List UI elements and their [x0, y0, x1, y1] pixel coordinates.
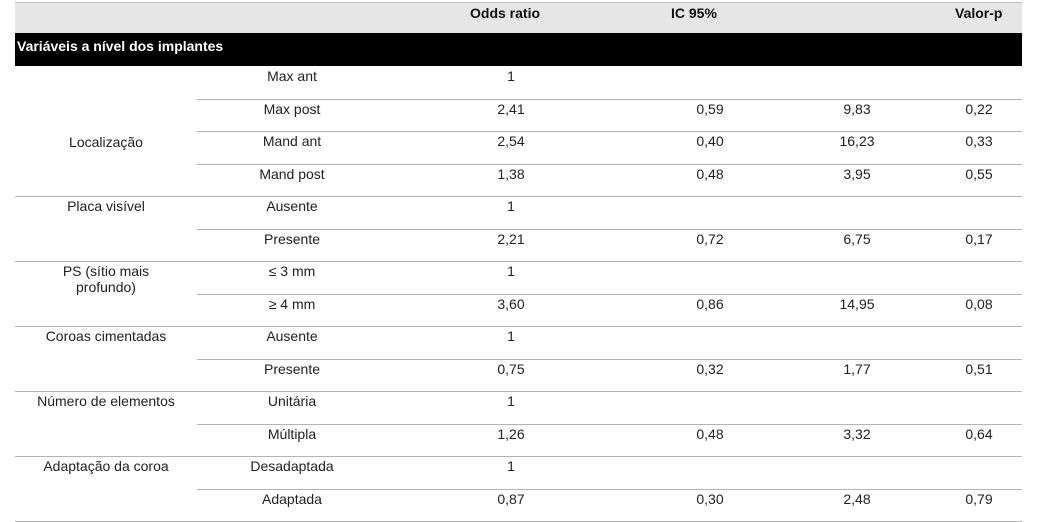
header-valor-p: Valor-p [955, 5, 1003, 21]
cell-low: 0,30 [696, 490, 724, 507]
cell-high: 16,23 [839, 133, 875, 149]
row-separator [197, 424, 1022, 425]
cell-cat: Ausente [266, 328, 318, 344]
cell-high: 3,32 [843, 425, 871, 442]
cell-low: 0,48 [696, 165, 724, 182]
group-separator [15, 391, 1022, 392]
group-label [63, 263, 149, 295]
row-separator [197, 131, 1022, 132]
cell-low: 0,40 [696, 133, 724, 149]
cell-cat: Múltipla [267, 425, 317, 442]
cell-low: 0,48 [696, 425, 724, 442]
cell-p: 0,64 [965, 425, 993, 442]
cell-low: 0,72 [696, 230, 724, 247]
cell-or: 3,60 [497, 295, 525, 312]
cell-or: 1 [507, 198, 515, 214]
cell-or: 1 [507, 328, 515, 344]
cell-or: 2,54 [497, 133, 525, 149]
cell-cat: Ausente [266, 198, 318, 214]
row-separator [197, 294, 1022, 295]
row-separator [197, 359, 1022, 360]
cell-cat: Mand post [259, 165, 325, 182]
odds-ratio-table [15, 0, 1022, 522]
cell-cat: Mand ant [262, 133, 322, 149]
cell-or: 0,87 [497, 490, 525, 507]
table-header [15, 2, 1022, 33]
cell-low: 0,59 [696, 100, 724, 117]
group-label-line: profundo) [76, 279, 136, 295]
cell-or: 1,38 [497, 165, 525, 182]
cell-or: 1,26 [497, 425, 525, 442]
cell-or: 2,21 [497, 230, 525, 247]
cell-low: 0,86 [696, 295, 724, 312]
cell-or: 1 [507, 393, 515, 409]
cell-or: 1 [507, 263, 515, 279]
cell-or: 1 [507, 458, 515, 474]
group-separator [15, 196, 1022, 197]
row-separator [197, 99, 1022, 100]
cell-cat: Max ant [267, 68, 317, 84]
group-separator [15, 456, 1022, 457]
group-label-line: PS (sítio mais [62, 263, 150, 279]
group-label: Número de elementos [37, 393, 175, 409]
cell-or: 0,75 [497, 360, 525, 377]
group-label: Localização [69, 134, 143, 150]
cell-cat: Presente [263, 230, 321, 247]
cell-cat: ≤ 3 mm [268, 263, 316, 279]
cell-cat: Desadaptada [250, 458, 334, 474]
cell-p: 0,33 [965, 133, 993, 149]
cell-high: 1,77 [843, 360, 871, 377]
cell-p: 0,17 [965, 230, 993, 247]
row-separator [197, 229, 1022, 230]
group-label: Coroas cimentadas [45, 328, 167, 344]
cell-low: 0,32 [696, 360, 724, 377]
cell-p: 0,55 [965, 165, 993, 182]
cell-high: 2,48 [843, 490, 871, 507]
cell-cat: Max post [263, 100, 321, 117]
cell-p: 0,22 [965, 100, 993, 117]
cell-high: 9,83 [843, 100, 871, 117]
cell-p: 0,08 [965, 295, 993, 312]
header-odds-ratio: Odds ratio [470, 5, 541, 21]
section-title: Variáveis a nível dos implantes [17, 38, 224, 54]
header-ic95: IC 95% [671, 5, 717, 21]
cell-high: 6,75 [843, 230, 871, 247]
cell-cat: ≥ 4 mm [268, 295, 316, 312]
cell-cat: Presente [263, 360, 321, 377]
cell-high: 3,95 [843, 165, 871, 182]
cell-high: 14,95 [839, 295, 875, 312]
group-label: Placa visível [67, 198, 145, 214]
group-label: Adaptação da coroa [43, 458, 169, 474]
group-separator [15, 326, 1022, 327]
cell-cat: Adaptada [262, 490, 322, 507]
cell-cat: Unitária [267, 393, 317, 409]
cell-p: 0,79 [965, 490, 993, 507]
cell-or: 2,41 [497, 100, 525, 117]
group-separator [15, 261, 1022, 262]
cell-or: 1 [507, 68, 515, 84]
cell-p: 0,51 [965, 360, 993, 377]
section-header [15, 33, 1022, 66]
